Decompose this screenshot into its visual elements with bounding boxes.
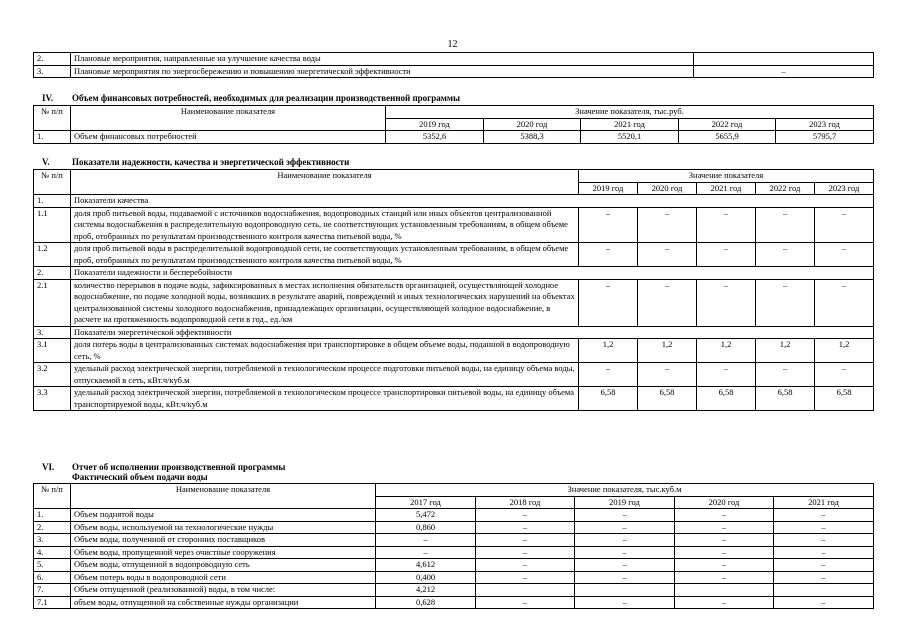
row-name: удельный расход электрической энергии, потребляемой в технологическом процессе транспортировки питьевой воды, на единицу объема транспортируемой воды, кВт.ч/куб.м — [71, 387, 579, 411]
table-row — [34, 584, 874, 597]
row-value: – — [575, 546, 675, 559]
row-value: – — [697, 363, 756, 387]
row-value: 6,58 — [638, 387, 697, 411]
row-value: – — [376, 534, 476, 547]
row-value: – — [756, 363, 815, 387]
section5-col-num: № п/п — [34, 170, 71, 195]
row-name: Объем отпущенной (реализованной) воды, в том числе: — [71, 584, 376, 597]
row-value: – — [675, 509, 774, 522]
row-number: 2.1 — [34, 279, 71, 326]
row-value: 1,2 — [815, 339, 874, 363]
row-value: – — [774, 546, 874, 559]
row-name: удельный расход электрической энергии, потребляемой в технологическом процессе подготовки питьевой воды, на единицу объема воды, отпускаемой в сеть, кВт.ч/куб.м — [71, 363, 579, 387]
row-number: 3.1 — [34, 339, 71, 363]
row-value: – — [575, 559, 675, 572]
row-value: – — [575, 521, 675, 534]
section5-heading — [42, 157, 349, 167]
row-name: Объем потерь воды в водопроводной сети — [71, 571, 376, 584]
group-name: Показатели качества — [71, 195, 874, 208]
row-value: – — [815, 363, 874, 387]
row-value: – — [697, 279, 756, 326]
row-number: 3.2 — [34, 363, 71, 387]
row-number: 1. — [34, 509, 71, 522]
row-value: – — [376, 546, 476, 559]
table-row — [34, 521, 874, 534]
row-value: 1,2 — [579, 339, 638, 363]
row-value: – — [675, 571, 774, 584]
row-number: 3. — [34, 534, 71, 547]
table-row — [34, 339, 874, 363]
row-value: – — [756, 279, 815, 326]
row-value: – — [579, 243, 638, 267]
row-value: – — [675, 596, 774, 609]
row-value: – — [638, 279, 697, 326]
row-value: 5352,6 — [386, 131, 484, 144]
table-row — [34, 596, 874, 609]
row-value — [675, 584, 774, 597]
year-header: 2022 год — [679, 118, 776, 131]
row-value: 5795,7 — [776, 131, 874, 144]
row-value: 1,2 — [697, 339, 756, 363]
table-row — [34, 207, 874, 243]
row-value: 5388,3 — [484, 131, 581, 144]
section6-col-num: № п/п — [34, 484, 71, 509]
year-header: 2023 год — [776, 118, 874, 131]
row-value: 4,612 — [376, 559, 476, 572]
section4-table — [33, 105, 874, 144]
section6-roman: VI. — [42, 462, 55, 472]
row-number: 4. — [34, 546, 71, 559]
row-value: – — [579, 279, 638, 326]
section6-heading — [42, 462, 285, 483]
row-value — [694, 53, 874, 66]
row-value: – — [579, 363, 638, 387]
row-value: 0,860 — [376, 521, 476, 534]
row-value: – — [675, 546, 774, 559]
row-number: 2. — [34, 53, 71, 66]
row-value: – — [575, 571, 675, 584]
row-value: – — [774, 559, 874, 572]
row-name: Объем воды, отпущенной в водопроводную сеть — [71, 559, 376, 572]
section4-heading — [42, 93, 460, 103]
row-value: 6,58 — [697, 387, 756, 411]
row-number: 7.1 — [34, 596, 71, 609]
group-row — [34, 326, 874, 339]
section4-title: Объем финансовых потребностей, необходимых для реализации производственной программы — [72, 93, 461, 103]
section6-col-name: Наименование показателя — [71, 484, 376, 509]
row-number: 1. — [34, 131, 71, 144]
year-header: 2022 год — [756, 182, 815, 195]
table-row — [34, 546, 874, 559]
year-header: 2020 год — [638, 182, 697, 195]
row-value: – — [774, 571, 874, 584]
table-row — [34, 131, 874, 144]
row-value: 6,58 — [579, 387, 638, 411]
row-value: 5520,1 — [581, 131, 679, 144]
year-header: 2018 год — [476, 496, 575, 509]
row-value: – — [697, 243, 756, 267]
row-number: 2. — [34, 267, 71, 280]
page-number: 12 — [447, 39, 458, 50]
row-value: – — [675, 559, 774, 572]
section5-col-values: Значение показателя — [579, 170, 874, 183]
row-value — [575, 584, 675, 597]
section5-title: Показатели надежности, качества и энергетической эффективности — [72, 157, 350, 167]
row-name: Объем поднятой воды — [71, 509, 376, 522]
row-number: 7. — [34, 584, 71, 597]
year-header: 2017 год — [376, 496, 476, 509]
section5-roman: V. — [42, 157, 50, 167]
row-value: – — [756, 207, 815, 243]
row-name: Объем воды, пропущенной через очистные сооружения — [71, 546, 376, 559]
section4-roman: IV. — [42, 93, 54, 103]
row-value: – — [476, 571, 575, 584]
section6-subtitle: Фактический объем подачи воды — [72, 472, 208, 483]
section4-col-values: Значение показателя, тыс.руб. — [386, 106, 874, 119]
row-value: – — [675, 521, 774, 534]
top-table — [33, 52, 874, 78]
row-number: 1. — [34, 195, 71, 208]
row-name: Плановые мероприятия, направленные на улучшение качества воды — [71, 53, 694, 66]
row-value — [476, 584, 575, 597]
row-value: 0,628 — [376, 596, 476, 609]
section6-table — [33, 483, 874, 609]
row-value: – — [476, 509, 575, 522]
row-number: 2. — [34, 521, 71, 534]
row-number: 3. — [34, 65, 71, 78]
row-value: – — [638, 243, 697, 267]
row-name: Объем воды, полученной от сторонних поставщиков — [71, 534, 376, 547]
table-row — [34, 363, 874, 387]
row-name: количество перерывов в подаче воды, зафиксированных в местах исполнения обязательств организацией, осуществляющей холодное водоснабжение, по подаче холодной воды, возникших в результате аварий, повреждений и иных технологических нарушений на объектах централизованной системы холодного водоснабжения, принадлежащих организации, осуществляющей холодное водоснабжение, в расчете на протяженность водопроводной сети в год., ед./км — [71, 279, 579, 326]
row-value: 6,58 — [815, 387, 874, 411]
year-header: 2023 год — [815, 182, 874, 195]
year-header: 2019 год — [579, 182, 638, 195]
table-row — [34, 53, 874, 66]
table-row — [34, 387, 874, 411]
table-row — [34, 534, 874, 547]
row-value: – — [476, 521, 575, 534]
row-value: 1,2 — [638, 339, 697, 363]
year-header: 2021 год — [697, 182, 756, 195]
row-name: Объем финансовых потребностей — [71, 131, 386, 144]
row-name: Объем воды, используемой на технологические нужды — [71, 521, 376, 534]
group-row — [34, 267, 874, 280]
row-value: – — [476, 546, 575, 559]
section5-table — [33, 169, 874, 411]
row-value: – — [638, 207, 697, 243]
row-name: Плановые мероприятия по энергосбережению и повышению энергетической эффективности — [71, 65, 694, 78]
table-row — [34, 571, 874, 584]
table-row — [34, 279, 874, 326]
row-value: 5,472 — [376, 509, 476, 522]
row-value: – — [476, 559, 575, 572]
row-value: – — [774, 509, 874, 522]
row-name: доля проб питьевой воды, подаваемой с источников водоснабжения, водопроводных станций или иных объектов централизованной системы водоснабжения в распределительную водопроводную сеть, не соответствующих установленным требованиям, в общем объеме проб, отобранных по результатам производственного контроля качества питьевой воды, % — [71, 207, 579, 243]
row-value: – — [756, 243, 815, 267]
row-number: 5. — [34, 559, 71, 572]
group-name: Показатели энергетической эффективности — [71, 326, 874, 339]
row-value: – — [774, 596, 874, 609]
year-header: 2020 год — [675, 496, 774, 509]
table-row — [34, 559, 874, 572]
row-value: – — [694, 65, 874, 78]
row-value: 0,400 — [376, 571, 476, 584]
row-value: – — [575, 509, 675, 522]
row-number: 3. — [34, 326, 71, 339]
row-value: – — [638, 363, 697, 387]
row-value: 1,2 — [756, 339, 815, 363]
section4-col-name: Наименование показателя — [71, 106, 386, 131]
group-name: Показатели надежности и бесперебойности — [71, 267, 874, 280]
section5-col-name: Наименование показателя — [71, 170, 579, 195]
table-row — [34, 509, 874, 522]
group-row — [34, 195, 874, 208]
row-name: доля проб питьевой воды в распределительной водопроводной сети, не соответствующих установленным требованиям, в общем объеме проб, отобранных по результатам производственного контроля качества питьевой воды, % — [71, 243, 579, 267]
table-row — [34, 65, 874, 78]
row-number: 3.3 — [34, 387, 71, 411]
year-header: 2021 год — [581, 118, 679, 131]
row-value: 5655,9 — [679, 131, 776, 144]
row-value: – — [675, 534, 774, 547]
row-value: – — [579, 207, 638, 243]
year-header: 2021 год — [774, 496, 874, 509]
row-value: – — [476, 596, 575, 609]
year-header: 2019 год — [575, 496, 675, 509]
row-value: – — [774, 521, 874, 534]
row-value: 4,212 — [376, 584, 476, 597]
section6-title: Отчет об исполнении производственной программы — [72, 462, 286, 472]
row-name: доля потерь воды в централизованных системах водоснабжения при транспортировке в общем объеме воды, поданной в водопроводную сеть, % — [71, 339, 579, 363]
row-name: объем воды, отпущенной на собственные нужды организации — [71, 596, 376, 609]
year-header: 2020 год — [484, 118, 581, 131]
row-number: 1.2 — [34, 243, 71, 267]
row-value: – — [575, 596, 675, 609]
row-value: – — [774, 534, 874, 547]
year-header: 2019 год — [386, 118, 484, 131]
row-value — [774, 584, 874, 597]
row-value: – — [815, 279, 874, 326]
section4-col-num: № п/п — [34, 106, 71, 131]
table-row — [34, 243, 874, 267]
row-number: 1.1 — [34, 207, 71, 243]
row-number: 6. — [34, 571, 71, 584]
row-value: – — [575, 534, 675, 547]
row-value: – — [815, 243, 874, 267]
row-value: – — [476, 534, 575, 547]
row-value: – — [815, 207, 874, 243]
row-value: 6,58 — [756, 387, 815, 411]
row-value: – — [697, 207, 756, 243]
section6-col-values: Значение показателя, тыс.куб.м — [376, 484, 874, 497]
